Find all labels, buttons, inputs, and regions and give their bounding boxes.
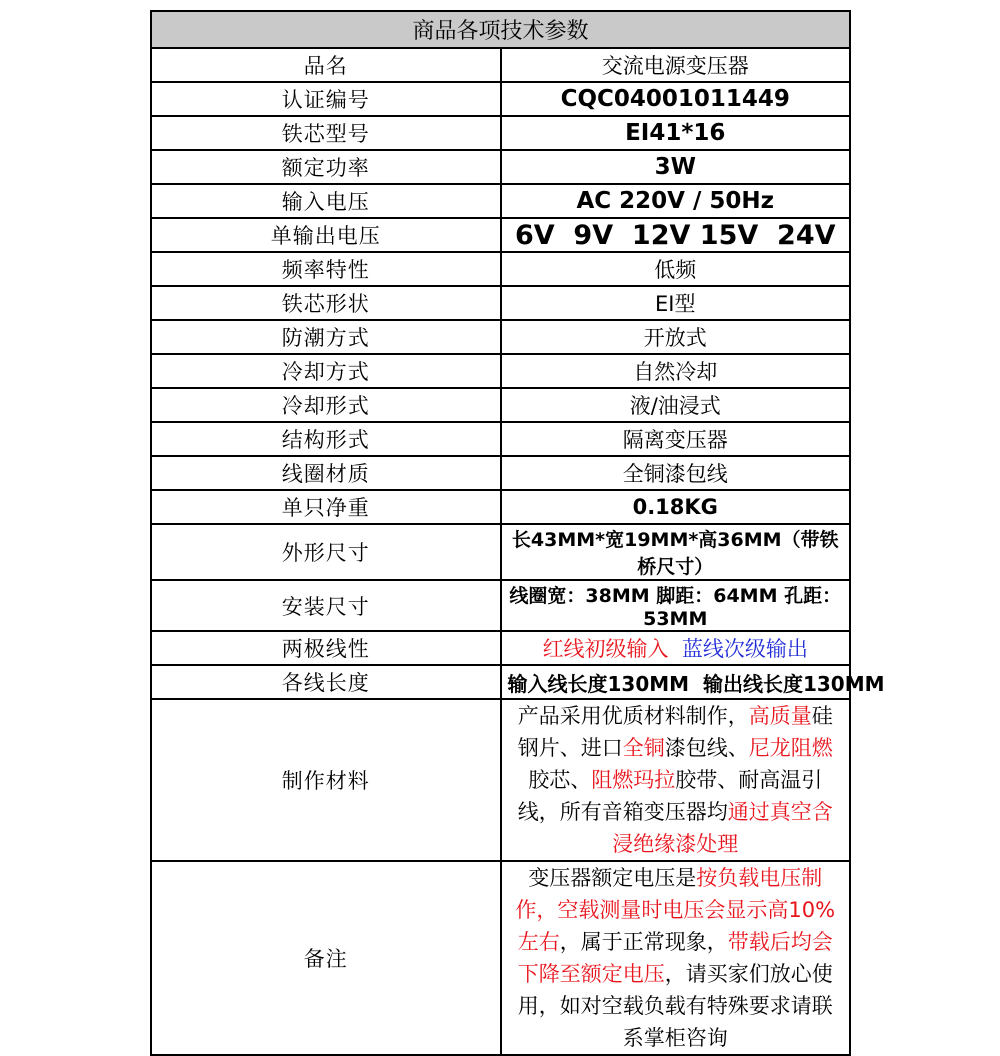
materials-text: 硅钢片、进口: [517, 704, 833, 760]
value-wire-polarity: [501, 631, 851, 665]
table-row: [151, 388, 850, 422]
table-title-row: [151, 11, 850, 48]
materials-highlight: 阻燃玛拉: [591, 768, 676, 792]
table-row: [151, 252, 850, 286]
materials-text: 漆包线、: [664, 736, 749, 760]
materials-highlight: 全铜: [622, 736, 665, 760]
label-product-name: 品名: [151, 48, 501, 82]
label-core-shape: 铁芯形状: [151, 286, 501, 320]
table-row: [151, 82, 850, 116]
remarks-text: ，属于正常现象，: [559, 930, 728, 954]
value-cert-number: CQC04001011449: [501, 82, 851, 116]
label-moisture-proof: 防潮方式: [151, 320, 501, 354]
value-net-weight: 0.18KG: [501, 490, 851, 524]
materials-text: 胶芯、: [528, 768, 592, 792]
wire-polarity-red: 红线初级输入: [542, 637, 669, 661]
value-cooling-form: 液/油浸式: [501, 388, 851, 422]
table-row: [151, 422, 850, 456]
table-row: [151, 48, 850, 82]
value-moisture-proof: 开放式: [501, 320, 851, 354]
remarks-text: ，请买家们放心使用，如对空载负载有特殊要求请联系掌柜咨询: [517, 962, 833, 1050]
value-core-model: EI41*16: [501, 116, 851, 150]
table-row: [151, 861, 850, 1055]
table-row: [151, 524, 850, 580]
value-mounting-size: 线圈宽：38MM 脚距：64MM 孔距：53MM: [501, 580, 851, 631]
materials-text: 产品采用优质材料制作，: [517, 704, 749, 728]
materials-text: 胶带、耐高温引线，所有音箱变压器均: [517, 768, 823, 824]
table-row: [151, 699, 850, 861]
value-product-name: 交流电源变压器: [501, 48, 851, 82]
table-row: [151, 116, 850, 150]
label-structure: 结构形式: [151, 422, 501, 456]
table-row: [151, 456, 850, 490]
label-remarks: 备注: [151, 861, 501, 1055]
label-materials: 制作材料: [151, 699, 501, 861]
materials-highlight: 尼龙阻燃: [748, 736, 833, 760]
table-row: [151, 631, 850, 665]
wire-polarity-blue: 蓝线次级输出: [681, 637, 808, 661]
table-row: [151, 665, 850, 699]
label-coil-material: 线圈材质: [151, 456, 501, 490]
remarks-text: 变压器额定电压是: [528, 866, 697, 890]
value-structure: 隔离变压器: [501, 422, 851, 456]
table-row: [151, 286, 850, 320]
label-input-voltage: 输入电压: [151, 184, 501, 218]
value-wire-length: 输入线长度130MM 输出线长度130MM: [501, 665, 851, 699]
value-dimensions: 长43MM*宽19MM*高36MM（带铁桥尺寸）: [501, 524, 851, 580]
table-row: [151, 580, 850, 631]
value-rated-power: 3W: [501, 150, 851, 184]
remarks-highlight: 按负载电压制作，空载测量时电压会显示高10%左右: [515, 866, 836, 954]
label-wire-length: 各线长度: [151, 665, 501, 699]
table-row: [151, 218, 850, 252]
label-cooling-form: 冷却形式: [151, 388, 501, 422]
table-title: 商品各项技术参数: [151, 11, 850, 48]
value-core-shape: EI型: [501, 286, 851, 320]
value-input-voltage: AC 220V / 50Hz: [501, 184, 851, 218]
materials-highlight: 高质量: [748, 704, 812, 728]
label-frequency: 频率特性: [151, 252, 501, 286]
spec-table: [150, 10, 885, 1056]
value-output-voltage: 6V 9V 12V 15V 24V: [501, 218, 851, 252]
value-remarks: [501, 861, 851, 1055]
remarks-highlight: 带载后均会下降至额定电压: [517, 930, 833, 986]
table-row: [151, 354, 850, 388]
value-materials: [501, 699, 851, 861]
label-output-voltage: 单输出电压: [151, 218, 501, 252]
label-wire-polarity: 两极线性: [151, 631, 501, 665]
label-rated-power: 额定功率: [151, 150, 501, 184]
label-mounting-size: 安装尺寸: [151, 580, 501, 631]
table-row: [151, 150, 850, 184]
table-row: [151, 490, 850, 524]
value-coil-material: 全铜漆包线: [501, 456, 851, 490]
label-net-weight: 单只净重: [151, 490, 501, 524]
label-cooling-method: 冷却方式: [151, 354, 501, 388]
materials-highlight: 通过真空含浸绝缘漆处理: [612, 800, 833, 856]
label-dimensions: 外形尺寸: [151, 524, 501, 580]
table-row: [151, 320, 850, 354]
table-row: [151, 184, 850, 218]
value-frequency: 低频: [501, 252, 851, 286]
label-cert-number: 认证编号: [151, 82, 501, 116]
label-core-model: 铁芯型号: [151, 116, 501, 150]
value-cooling-method: 自然冷却: [501, 354, 851, 388]
